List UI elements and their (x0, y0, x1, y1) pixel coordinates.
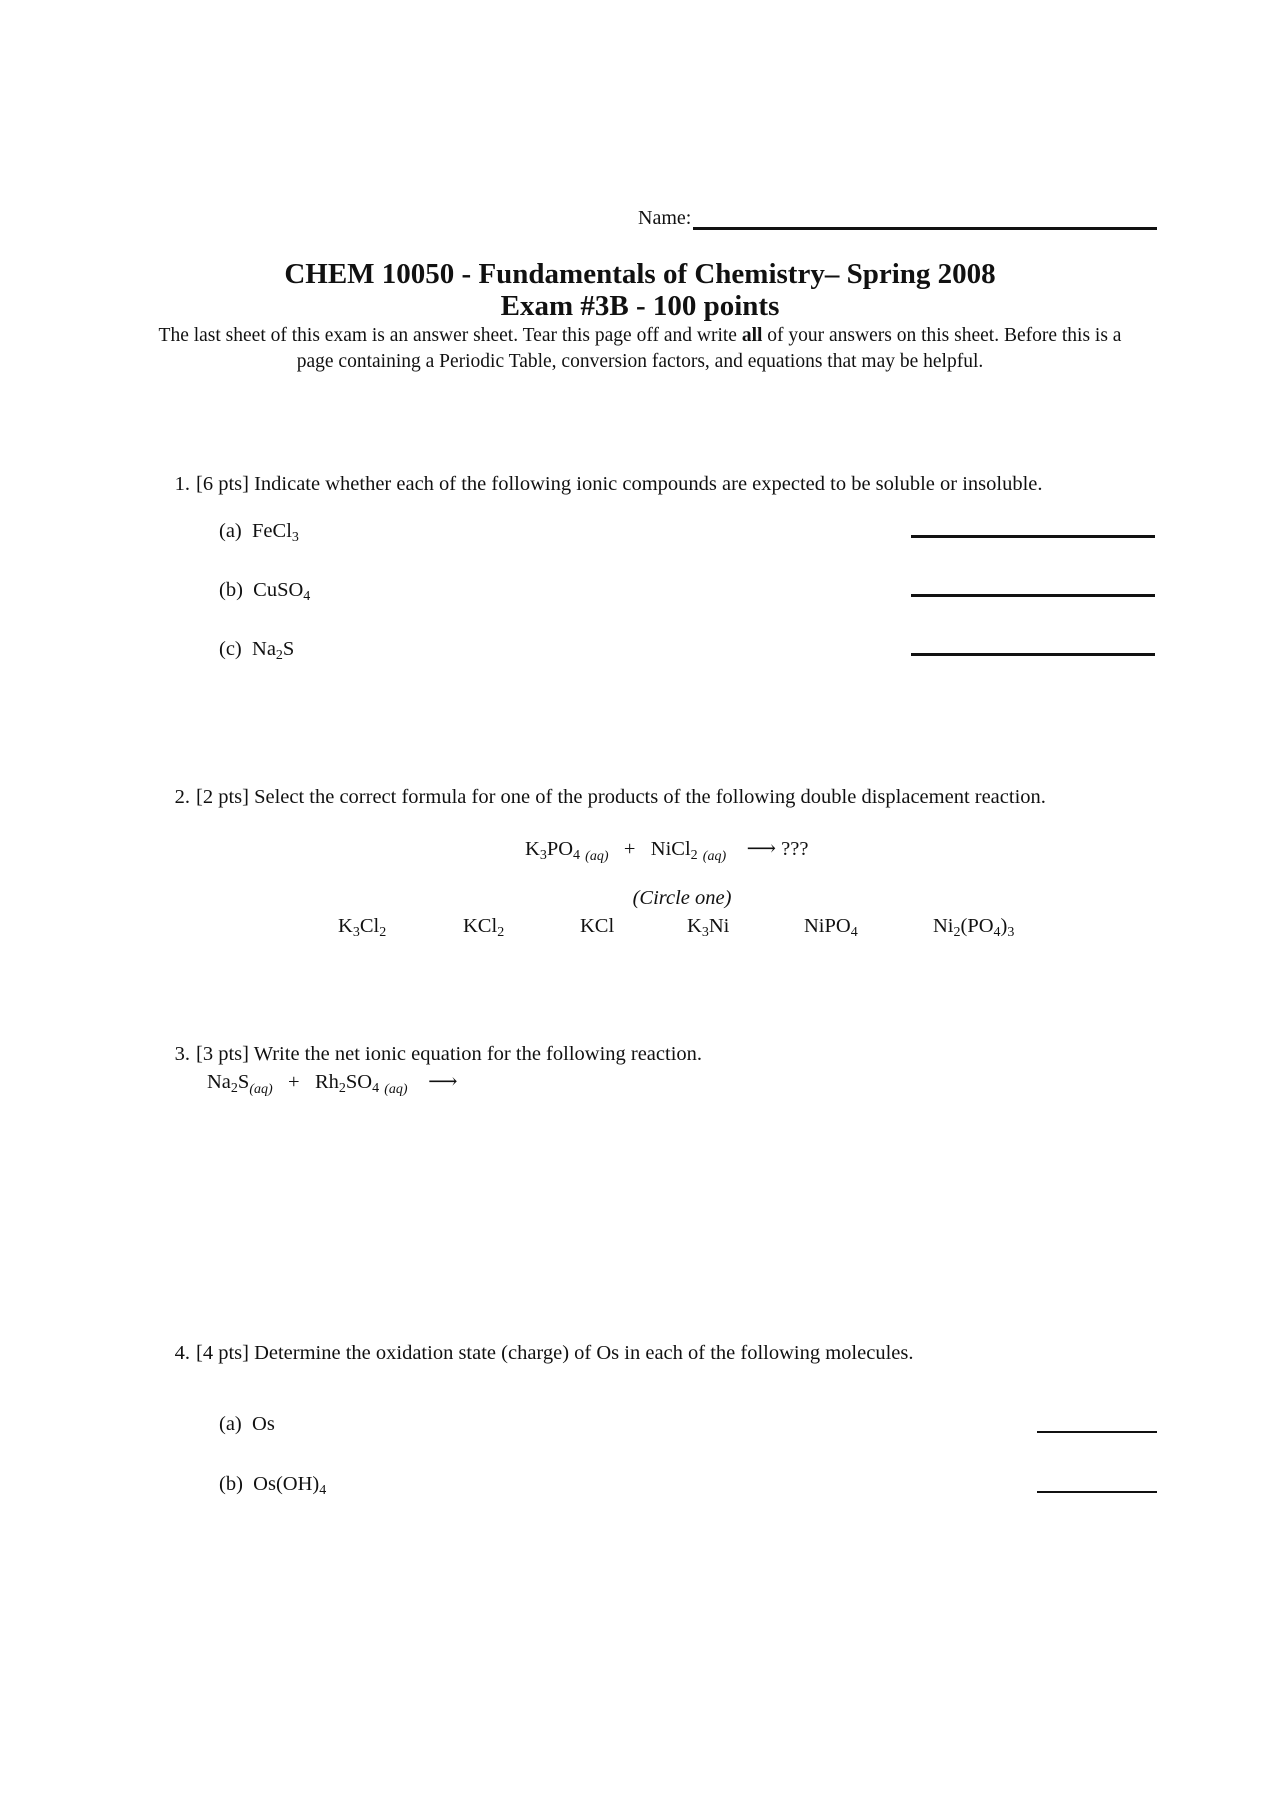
answer-blank-1c[interactable] (911, 653, 1155, 656)
q4-item-a (219, 1413, 275, 1436)
course-title: CHEM 10050 - Fundamentals of Chemistry– Spring 2008 (284, 258, 996, 290)
question-text: [6 pts] Indicate whether each of the following ionic compounds are expected to be soluble or insoluble. (196, 473, 1043, 495)
question-number: 1. (174, 473, 190, 495)
state-label: (aq) (384, 1082, 408, 1097)
choice-k3ni[interactable]: $K_3Ni$ (687, 915, 730, 940)
answer-blank-1a[interactable] (911, 535, 1155, 538)
choice-kcl[interactable]: KCl (580, 915, 615, 937)
instructions-bold: all (741, 325, 763, 346)
choice-nipo4[interactable]: NiPO$_4$ (804, 915, 858, 940)
item-label: (b) (219, 579, 243, 601)
item-label: (c) (219, 638, 242, 660)
plus-sign: + (623, 838, 636, 860)
question-text: [2 pts] Select the correct formula for one of the products of the following double displacement reaction. (196, 786, 1046, 808)
unknown-product: ??? (781, 838, 809, 860)
q4-item-b: (b) $Os(OH)_4$ (219, 1473, 327, 1498)
item-label: (b) (219, 1473, 243, 1495)
state-label: (aq) (585, 849, 609, 864)
question-number: 3. (174, 1043, 190, 1065)
state-label: (aq) (249, 1082, 273, 1097)
question-3 (160, 1041, 702, 1067)
q1-item-c: (c) $Na_2S$ (219, 638, 295, 663)
choice-k3cl2[interactable]: $K_3Cl_2$ (338, 915, 387, 940)
choice-kcl2[interactable]: KCl$_2$ (463, 915, 505, 940)
exam-title (0, 258, 1280, 322)
answer-blank-4a[interactable] (1037, 1431, 1157, 1433)
exam-subtitle: Exam #3B - 100 points (500, 290, 780, 322)
q3-reaction: $Na_2S_{(aq)}$ + $Rh_2SO_4$ $_{(aq)}$ ⟶ (207, 1071, 458, 1097)
reaction-arrow: ⟶ (428, 1071, 458, 1093)
question-number: 4. (174, 1342, 190, 1364)
question-text: [4 pts] Determine the oxidation state (charge) of Os in each of the following molecules. (196, 1342, 914, 1364)
question-4 (160, 1340, 913, 1366)
name-label: Name: (638, 207, 692, 229)
circle-one-label: (Circle one) (632, 887, 732, 909)
q1-item-a: (a) FeCl$_3$ (219, 520, 299, 545)
question-number: 2. (174, 786, 190, 808)
instructions-text-1: The last sheet of this exam is an answer sheet. Tear this page off and write (158, 325, 742, 346)
item-label: (a) (219, 520, 242, 542)
plus-sign: + (288, 1071, 300, 1093)
item-label: (a) (219, 1413, 242, 1435)
instructions-text-2: of your answers on this sheet. Before this is a page containing a Periodic Table, conversion factors, and equations that may be helpful. (296, 325, 1122, 372)
item-formula: Os (252, 1413, 275, 1435)
choice-ni2po43[interactable]: $Ni_2(PO_4)_3$ (933, 915, 1015, 940)
q2-reaction: $K_3PO_4$ $_{(aq)}$ + NiCl$_2$ $_{(aq)}$ ⟶ ??? (525, 838, 809, 864)
name-blank[interactable] (693, 205, 1157, 230)
state-label: (aq) (702, 849, 727, 864)
answer-blank-4b[interactable] (1037, 1491, 1157, 1493)
question-2 (160, 784, 1046, 810)
name-field[interactable] (638, 205, 1157, 230)
question-text: [3 pts] Write the net ionic equation for the following reaction. (196, 1043, 703, 1065)
instructions (140, 323, 1140, 375)
question-1 (160, 471, 1043, 497)
answer-blank-1b[interactable] (911, 594, 1155, 597)
q1-item-b: (b) CuSO$_4$ (219, 579, 311, 604)
reaction-arrow: ⟶ (746, 838, 777, 860)
